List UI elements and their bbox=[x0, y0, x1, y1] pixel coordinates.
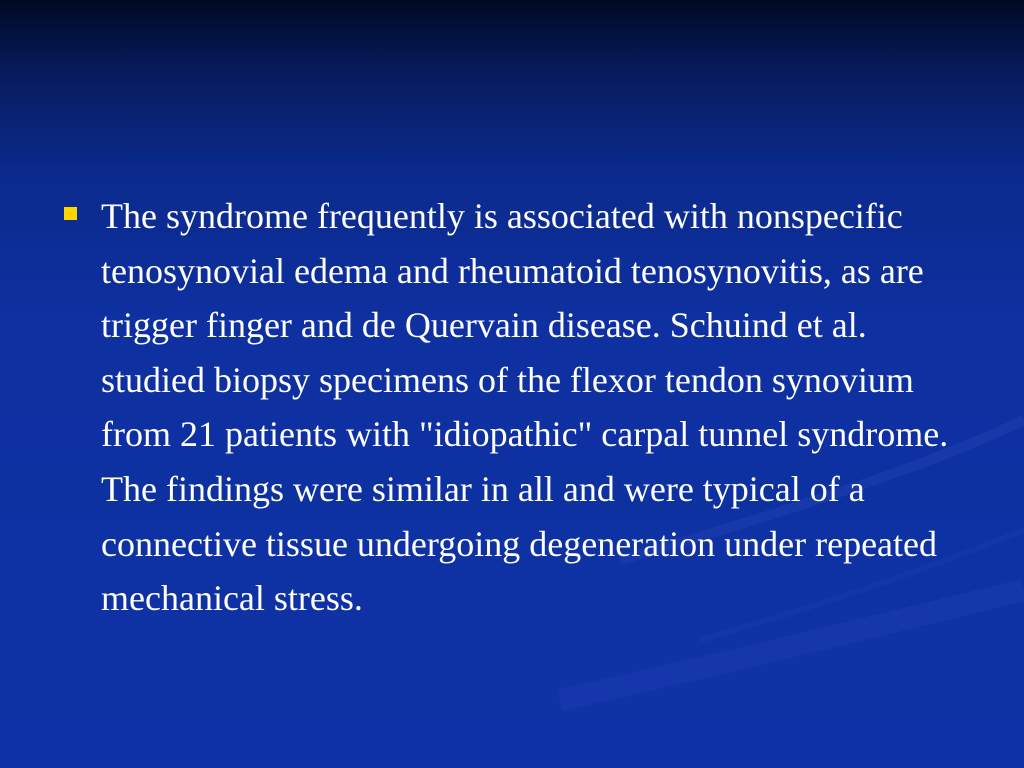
square-bullet-icon bbox=[64, 207, 77, 220]
bullet-text: The syndrome frequently is associated with nonspecific tenosynovial edema and rheumatoid tenosynovitis, as are trigger finger and de Quervain disease. Schuind et al. studied biopsy specimens of the flexor tendon synovium from 21 patients with "idiopathic" carpal tunnel syndrome. The findings were similar in all and were typical of a connective tissue undergoing degeneration under repeated mechanical stress. bbox=[101, 196, 949, 619]
bullet-list bbox=[62, 189, 962, 626]
bullet-item bbox=[62, 189, 962, 626]
